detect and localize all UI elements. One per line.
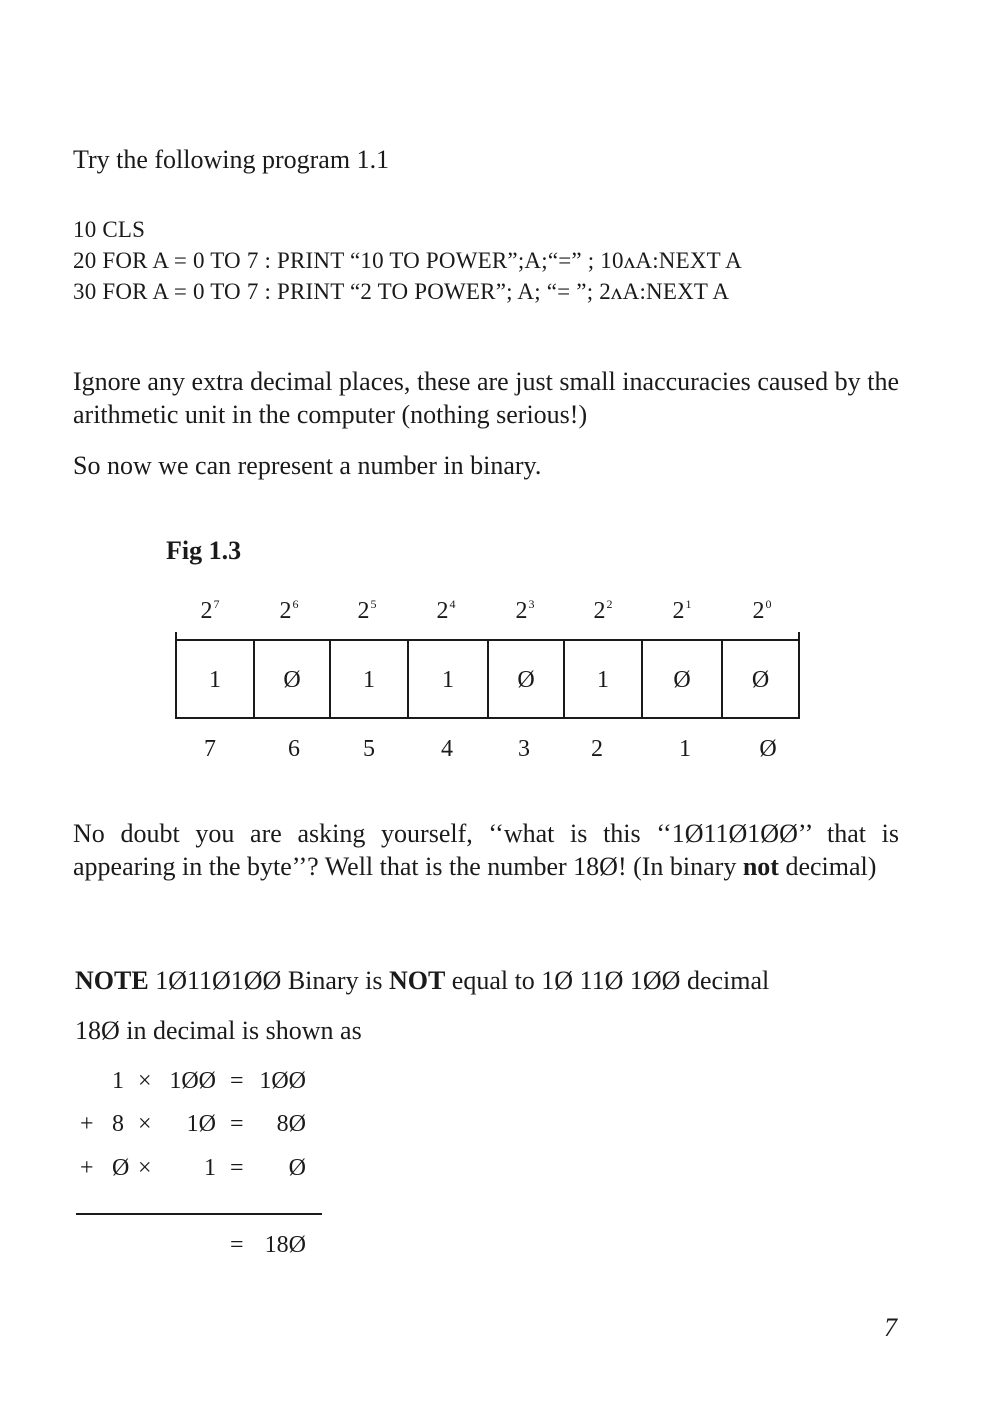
calc-total: 18Ø — [264, 1232, 306, 1258]
calc-times: × — [138, 1111, 152, 1137]
bit-position: 3 — [518, 736, 530, 762]
power-label: $2^2$ — [593, 597, 613, 624]
bit-position: 2 — [591, 736, 603, 762]
bit-cell: 1 — [177, 641, 255, 719]
calc-place: 1 — [204, 1155, 216, 1181]
calc-place: 1ØØ — [169, 1068, 216, 1094]
bit-position: 1 — [679, 736, 691, 762]
code-line-30: 30 FOR A = 0 TO 7 : PRINT “2 TO POWER”; A; “= ”; 2ʌA:NEXT A — [73, 279, 730, 304]
calc-times: × — [138, 1068, 152, 1094]
bit-position: Ø — [759, 736, 777, 762]
calc-total-equals: = — [230, 1232, 244, 1258]
calc-place: 1Ø — [186, 1111, 216, 1137]
bit-cell: Ø — [643, 641, 723, 719]
bit-position: 5 — [363, 736, 375, 762]
calc-equals: = — [230, 1155, 244, 1181]
note-label: NOTE — [75, 966, 149, 995]
paragraph-binary: So now we can represent a number in binary. — [73, 451, 542, 480]
paragraph-byte-question: No doubt you are asking yourself, ‘‘what is this ‘‘1Ø11Ø1ØØ’’ that is appearing in the byte’’? Well that is the number 18Ø! (In binary not decimal) — [73, 819, 899, 881]
calc-digit: 8 — [112, 1111, 124, 1137]
power-labels-row — [170, 597, 802, 625]
bit-cell: 1 — [565, 641, 643, 719]
bit-cell: Ø — [489, 641, 565, 719]
calc-digit: 1 — [112, 1068, 124, 1094]
power-label: $2^5$ — [357, 597, 377, 624]
paragraph-decimal: 18Ø in decimal is shown as — [75, 1016, 362, 1045]
bit-cell: 1 — [409, 641, 489, 719]
bit-cell: Ø — [723, 641, 800, 719]
calc-op: + — [80, 1111, 94, 1137]
calc-op: + — [80, 1155, 94, 1181]
power-label: $2^4$ — [436, 597, 456, 624]
power-label: $2^0$ — [752, 597, 772, 624]
power-label: $2^1$ — [672, 597, 692, 624]
calc-result: 8Ø — [276, 1111, 306, 1137]
code-line-20: 20 FOR A = 0 TO 7 : PRINT “10 TO POWER”;A;“=” ; 10ʌA:NEXT A — [73, 248, 742, 273]
calc-times: × — [138, 1155, 152, 1181]
figure-caption: Fig 1.3 — [166, 536, 242, 565]
page-number: 7 — [884, 1313, 897, 1342]
calc-equals: = — [230, 1068, 244, 1094]
bit-position: 4 — [441, 736, 453, 762]
calc-result: Ø — [288, 1155, 306, 1181]
calc-digit: Ø — [112, 1155, 130, 1181]
bit-cell: 1 — [331, 641, 409, 719]
intro-text: Try the following program 1.1 — [73, 145, 390, 174]
bit-position: 6 — [288, 736, 300, 762]
calc-equals: = — [230, 1111, 244, 1137]
power-label: $2^7$ — [200, 597, 220, 624]
bit-cell: Ø — [255, 641, 331, 719]
sum-rule — [76, 1213, 322, 1215]
paragraph-inaccuracies: Ignore any extra decimal places, these are just small inaccuracies caused by the arithmetic unit in the computer (nothing serious!) — [73, 367, 899, 429]
byte-box — [175, 639, 800, 719]
power-label: $2^6$ — [279, 597, 299, 624]
note-line: NOTE 1Ø11Ø1ØØ Binary is NOT equal to 1Ø 11Ø 1ØØ decimal — [75, 966, 770, 995]
code-line-10: 10 CLS — [73, 217, 146, 242]
power-label: $2^3$ — [515, 597, 535, 624]
calc-result: 1ØØ — [259, 1068, 306, 1094]
bit-position: 7 — [204, 736, 216, 762]
